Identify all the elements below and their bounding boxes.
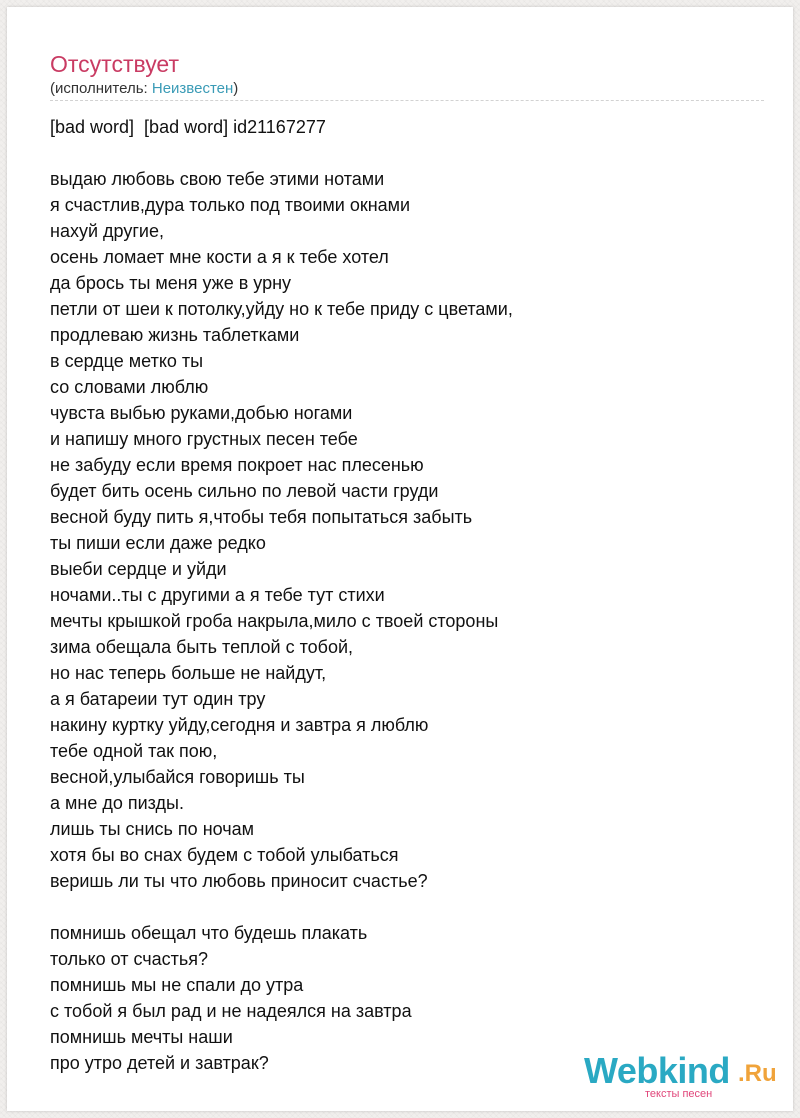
lyrics-line: не забуду если время покроет нас плесенью [50, 455, 424, 475]
lyrics-line: накину куртку уйду,сегодня и завтра я люблю [50, 715, 429, 735]
lyrics-line: выдаю любовь свою тебе этими нотами [50, 169, 385, 189]
lyrics-line: выеби сердце и уйди [50, 559, 227, 579]
song-title: Отсутствует [50, 51, 179, 77]
artist-link[interactable]: Неизвестен [151, 80, 234, 97]
lyrics-sheet [7, 7, 793, 1111]
logo-tagline: тексты песен [645, 1088, 713, 1100]
lyrics-line: но нас теперь больше не найдут, [50, 663, 327, 683]
lyrics-line: со словами люблю [50, 377, 209, 397]
lyrics-line: я счастлив,дура только под твоими окнами [50, 195, 411, 215]
lyrics-line: лишь ты снись по ночам [50, 819, 255, 839]
lyrics-line: помнишь обещал что будешь плакать [50, 923, 368, 943]
lyrics-line: хотя бы во снах будем с тобой улыбаться [50, 845, 399, 865]
lyrics-line: ты пиши если даже редко [50, 533, 266, 553]
lyrics-line: а мне до пизды. [50, 793, 184, 813]
lyrics-line: зима обещала быть теплой с тобой, [50, 637, 354, 657]
artist-prefix: (исполнитель: [50, 80, 152, 97]
lyrics-text [50, 114, 764, 1076]
artist-suffix: ) [233, 80, 239, 97]
logo-word: Webkind [584, 1050, 730, 1091]
lyrics-line: весной,улыбайся говоришь ты [50, 767, 305, 787]
lyrics-line: чувста выбью руками,добью ногами [50, 403, 353, 423]
lyrics-line: только от счастья? [50, 949, 209, 969]
lyrics-line: да брось ты меня уже в урну [50, 273, 292, 293]
lyrics-line: про утро детей и завтрак? [50, 1053, 269, 1073]
lyrics-line: [bad word] [bad word] id21167277 [50, 117, 326, 137]
lyrics-line: ночами..ты с другими а я тебе тут стихи [50, 585, 385, 605]
lyrics-blank-line [50, 140, 764, 166]
lyrics-line: петли от шеи к потолку,уйду но к тебе приду с цветами, [50, 299, 513, 319]
lyrics-line: весной буду пить я,чтобы тебя попытаться забыть [50, 507, 473, 527]
lyrics-line: будет бить осень сильно по левой части груди [50, 481, 439, 501]
lyrics-line: и напишу много грустных песен тебе [50, 429, 358, 449]
lyrics-line: с тобой я был рад и не надеялся на завтра [50, 1001, 412, 1021]
artist-line [50, 80, 238, 98]
lyrics-line: веришь ли ты что любовь приносит счастье? [50, 871, 428, 891]
lyrics-line: мечты крышкой гроба накрыла,мило с твоей стороны [50, 611, 499, 631]
lyrics-blank-line [50, 894, 764, 920]
webkind-logo[interactable] [584, 1052, 784, 1100]
logo-tld: .Ru [738, 1060, 777, 1087]
lyrics-line: осень ломает мне кости а я к тебе хотел [50, 247, 389, 267]
lyrics-line: помнишь мы не спали до утра [50, 975, 304, 995]
lyrics-line: продлеваю жизнь таблетками [50, 325, 300, 345]
header-divider [50, 100, 764, 101]
lyrics-line: в сердце метко ты [50, 351, 204, 371]
lyrics-line: помнишь мечты наши [50, 1027, 233, 1047]
lyrics-line: а я батареии тут один тру [50, 689, 266, 709]
lyrics-line: тебе одной так пою, [50, 741, 218, 761]
lyrics-line: нахуй другие, [50, 221, 164, 241]
